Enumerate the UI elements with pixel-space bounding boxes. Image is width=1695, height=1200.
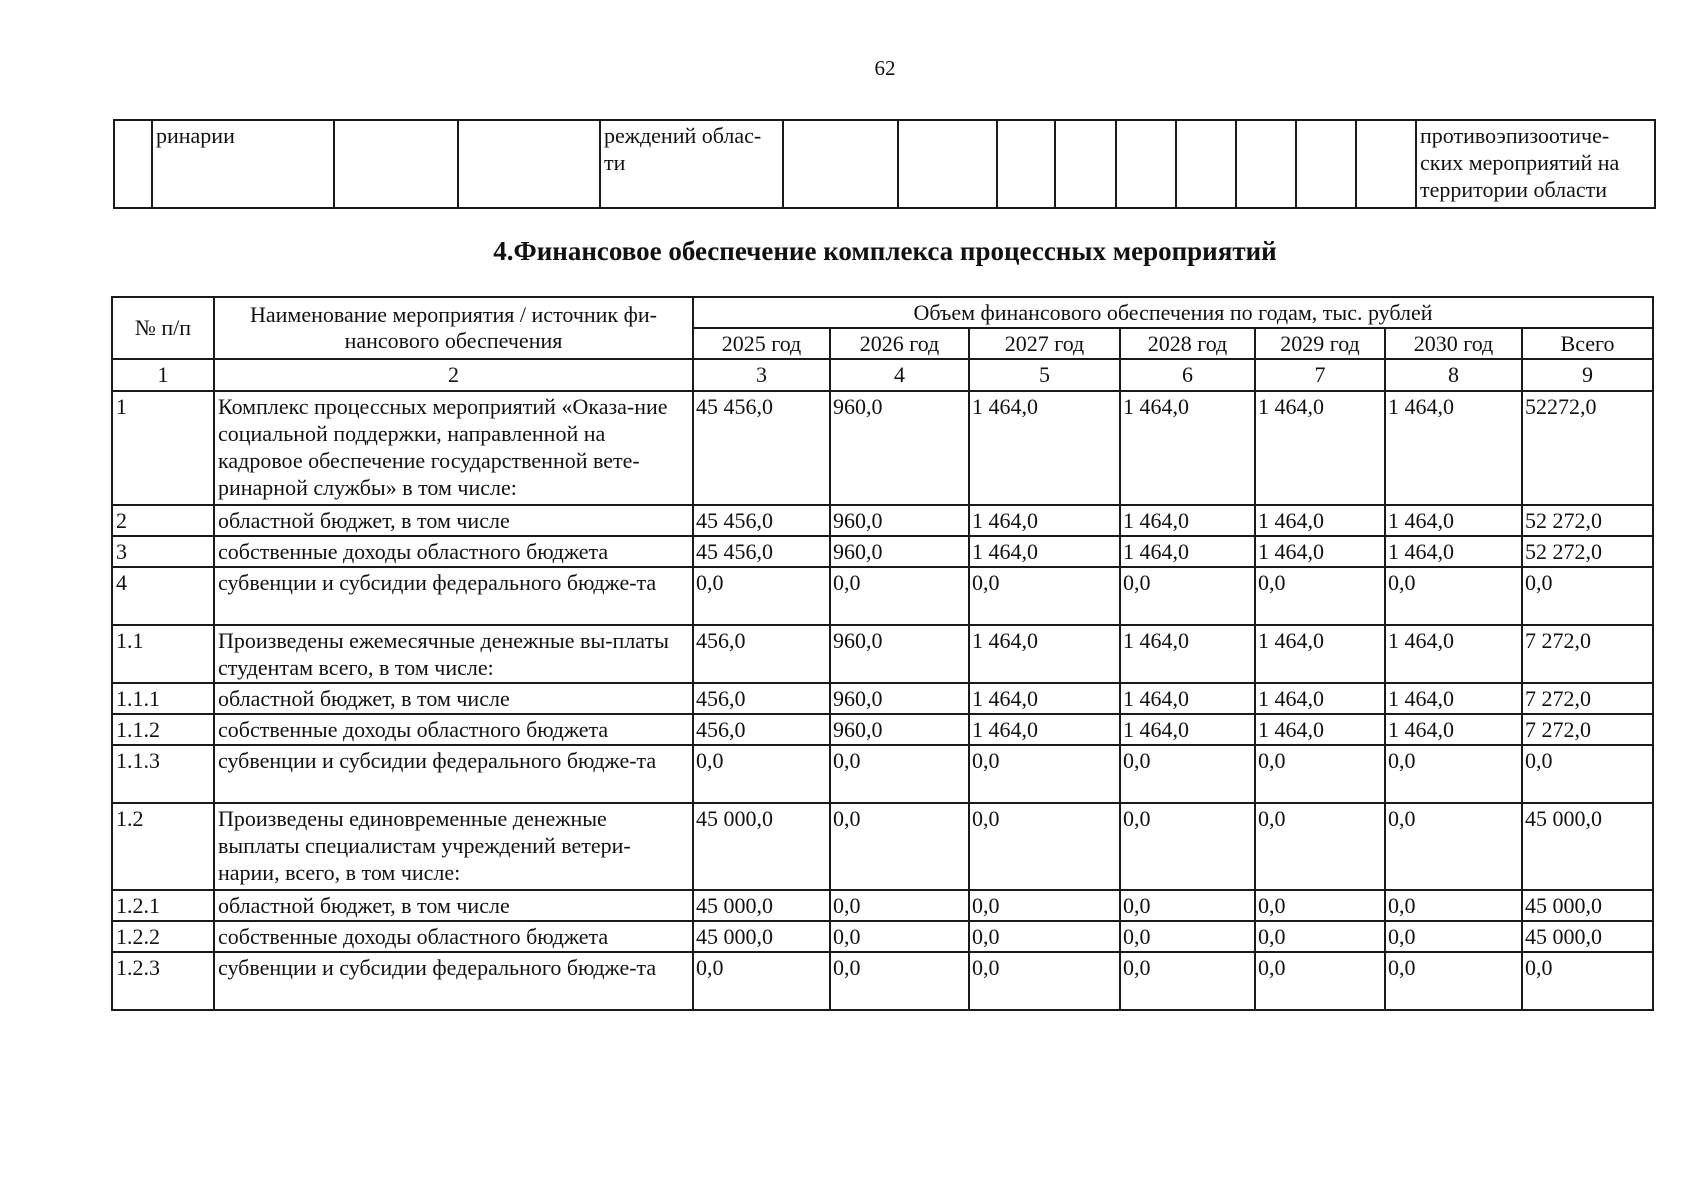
row-value: 1 464,0 [969, 505, 1120, 536]
row-value: 1 464,0 [1255, 625, 1385, 683]
row-value: 1 464,0 [1385, 683, 1522, 714]
row-total: 45 000,0 [1522, 921, 1653, 952]
header-volume: Объем финансового обеспечения по годам, тыс. рублей [693, 297, 1653, 328]
row-value: 0,0 [1120, 890, 1255, 921]
row-value: 0,0 [1120, 952, 1255, 1010]
cont-cell: противоэпизоотиче-ских мероприятий на территории области [1416, 120, 1655, 208]
row-total: 52 272,0 [1522, 505, 1653, 536]
row-value: 960,0 [830, 683, 969, 714]
header-name: Наименование мероприятия / источник фи-нансового обеспечения [214, 297, 693, 359]
header-year: 2026 год [830, 328, 969, 359]
finance-table [111, 296, 1654, 1011]
row-name: Комплекс процессных мероприятий «Оказа-ние социальной поддержки, направленной на кадровое обеспечение государственной вете-ринарной службы» в том числе: [214, 391, 693, 505]
row-value: 456,0 [693, 714, 830, 745]
table-row [112, 745, 1653, 803]
cont-cell: ринарии [152, 120, 334, 208]
header-year: 2025 год [693, 328, 830, 359]
cont-cell [458, 120, 600, 208]
page-number: 62 [874, 56, 896, 80]
row-value: 0,0 [1120, 745, 1255, 803]
row-value: 1 464,0 [1120, 505, 1255, 536]
row-value: 0,0 [1255, 921, 1385, 952]
row-total: 0,0 [1522, 567, 1653, 625]
header-year: 2030 год [1385, 328, 1522, 359]
row-value: 1 464,0 [1120, 536, 1255, 567]
row-value: 0,0 [1255, 745, 1385, 803]
row-value: 1 464,0 [1255, 714, 1385, 745]
table-row [112, 683, 1653, 714]
row-value: 0,0 [969, 921, 1120, 952]
continuation-table [113, 119, 1656, 209]
row-name: Произведены ежемесячные денежные вы-платы студентам всего, в том числе: [214, 625, 693, 683]
row-total: 7 272,0 [1522, 714, 1653, 745]
table-row [112, 625, 1653, 683]
row-value: 960,0 [830, 714, 969, 745]
column-number: 7 [1255, 359, 1385, 391]
row-name: субвенции и субсидии федерального бюдже-та [214, 952, 693, 1010]
row-value: 1 464,0 [969, 625, 1120, 683]
row-value: 0,0 [1385, 745, 1522, 803]
table-row [112, 536, 1653, 567]
row-value: 0,0 [1385, 567, 1522, 625]
row-value: 0,0 [969, 567, 1120, 625]
row-value: 45 000,0 [693, 890, 830, 921]
row-number: 2 [112, 505, 214, 536]
table-row [112, 921, 1653, 952]
row-value: 45 000,0 [693, 921, 830, 952]
row-name: Произведены единовременные денежные выплаты специалистам учреждений ветери-нарии, всего, в том числе: [214, 803, 693, 890]
row-name: собственные доходы областного бюджета [214, 921, 693, 952]
table-row [112, 567, 1653, 625]
row-value: 0,0 [1255, 567, 1385, 625]
row-value: 0,0 [830, 567, 969, 625]
column-number: 2 [214, 359, 693, 391]
row-value: 0,0 [969, 952, 1120, 1010]
column-number: 4 [830, 359, 969, 391]
row-value: 0,0 [693, 952, 830, 1010]
row-number: 1.2.2 [112, 921, 214, 952]
row-value: 1 464,0 [969, 391, 1120, 505]
header-year: 2029 год [1255, 328, 1385, 359]
row-value: 1 464,0 [1255, 505, 1385, 536]
row-number: 4 [112, 567, 214, 625]
row-total: 45 000,0 [1522, 890, 1653, 921]
row-value: 0,0 [1385, 803, 1522, 890]
row-total: 52272,0 [1522, 391, 1653, 505]
header-total: Всего [1522, 328, 1653, 359]
row-total: 52 272,0 [1522, 536, 1653, 567]
row-name: областной бюджет, в том числе [214, 683, 693, 714]
row-number: 1 [112, 391, 214, 505]
row-number: 1.1.1 [112, 683, 214, 714]
cont-cell [1055, 120, 1116, 208]
column-number: 8 [1385, 359, 1522, 391]
row-value: 45 000,0 [693, 803, 830, 890]
row-name: областной бюджет, в том числе [214, 890, 693, 921]
row-value: 0,0 [969, 745, 1120, 803]
table-row [112, 714, 1653, 745]
row-value: 960,0 [830, 505, 969, 536]
row-value: 0,0 [1385, 952, 1522, 1010]
row-value: 0,0 [830, 921, 969, 952]
row-total: 0,0 [1522, 745, 1653, 803]
row-value: 45 456,0 [693, 391, 830, 505]
header-year: 2028 год [1120, 328, 1255, 359]
column-number: 6 [1120, 359, 1255, 391]
cont-cell [1176, 120, 1236, 208]
row-name: субвенции и субсидии федерального бюдже-та [214, 567, 693, 625]
row-value: 0,0 [1385, 890, 1522, 921]
row-number: 1.1 [112, 625, 214, 683]
row-value: 45 456,0 [693, 536, 830, 567]
row-value: 0,0 [1255, 890, 1385, 921]
row-value: 456,0 [693, 625, 830, 683]
cont-cell [783, 120, 898, 208]
row-value: 0,0 [693, 567, 830, 625]
row-name: собственные доходы областного бюджета [214, 714, 693, 745]
row-value: 0,0 [969, 890, 1120, 921]
continuation-row [114, 120, 1655, 208]
row-name: субвенции и субсидии федерального бюдже-та [214, 745, 693, 803]
section-title: 4.Финансовое обеспечение комплекса процессных мероприятий [493, 236, 1277, 266]
table-row [112, 803, 1653, 890]
row-value: 1 464,0 [1255, 536, 1385, 567]
column-number: 1 [112, 359, 214, 391]
cont-cell [1116, 120, 1176, 208]
row-number: 3 [112, 536, 214, 567]
header-row [112, 297, 1653, 328]
row-value: 1 464,0 [1120, 625, 1255, 683]
row-total: 45 000,0 [1522, 803, 1653, 890]
column-number: 9 [1522, 359, 1653, 391]
row-number: 1.1.3 [112, 745, 214, 803]
header-year: 2027 год [969, 328, 1120, 359]
row-value: 0,0 [693, 745, 830, 803]
row-name: областной бюджет, в том числе [214, 505, 693, 536]
cont-cell [1236, 120, 1296, 208]
row-value: 0,0 [830, 803, 969, 890]
row-value: 0,0 [1255, 952, 1385, 1010]
row-value: 0,0 [830, 745, 969, 803]
cont-cell [898, 120, 997, 208]
cont-cell [997, 120, 1055, 208]
row-value: 45 456,0 [693, 505, 830, 536]
row-value: 1 464,0 [1255, 683, 1385, 714]
row-number: 1.2.3 [112, 952, 214, 1010]
cont-cell [114, 120, 152, 208]
row-value: 1 464,0 [969, 714, 1120, 745]
row-total: 0,0 [1522, 952, 1653, 1010]
row-number: 1.1.2 [112, 714, 214, 745]
row-value: 0,0 [830, 890, 969, 921]
row-name: собственные доходы областного бюджета [214, 536, 693, 567]
row-value: 0,0 [969, 803, 1120, 890]
row-value: 0,0 [1255, 803, 1385, 890]
row-value: 0,0 [1120, 567, 1255, 625]
row-value: 1 464,0 [1385, 714, 1522, 745]
row-value: 0,0 [1120, 803, 1255, 890]
row-number: 1.2.1 [112, 890, 214, 921]
row-value: 1 464,0 [1385, 391, 1522, 505]
header-num: № п/п [112, 297, 214, 359]
column-number: 5 [969, 359, 1120, 391]
column-number-row [112, 359, 1653, 391]
row-value: 1 464,0 [969, 683, 1120, 714]
table-row [112, 952, 1653, 1010]
column-number: 3 [693, 359, 830, 391]
row-value: 1 464,0 [1385, 536, 1522, 567]
row-total: 7 272,0 [1522, 683, 1653, 714]
row-value: 1 464,0 [969, 536, 1120, 567]
row-value: 456,0 [693, 683, 830, 714]
cont-cell: реждений облас-ти [600, 120, 783, 208]
row-value: 960,0 [830, 536, 969, 567]
row-value: 960,0 [830, 625, 969, 683]
row-value: 1 464,0 [1385, 625, 1522, 683]
cont-cell [334, 120, 458, 208]
row-value: 0,0 [1120, 921, 1255, 952]
row-value: 1 464,0 [1120, 391, 1255, 505]
row-number: 1.2 [112, 803, 214, 890]
row-total: 7 272,0 [1522, 625, 1653, 683]
row-value: 1 464,0 [1255, 391, 1385, 505]
row-value: 1 464,0 [1120, 714, 1255, 745]
row-value: 0,0 [1385, 921, 1522, 952]
cont-cell [1356, 120, 1416, 208]
cont-cell [1296, 120, 1356, 208]
row-value: 960,0 [830, 391, 969, 505]
table-row [112, 890, 1653, 921]
row-value: 1 464,0 [1385, 505, 1522, 536]
table-row [112, 391, 1653, 505]
row-value: 1 464,0 [1120, 683, 1255, 714]
table-row [112, 505, 1653, 536]
row-value: 0,0 [830, 952, 969, 1010]
